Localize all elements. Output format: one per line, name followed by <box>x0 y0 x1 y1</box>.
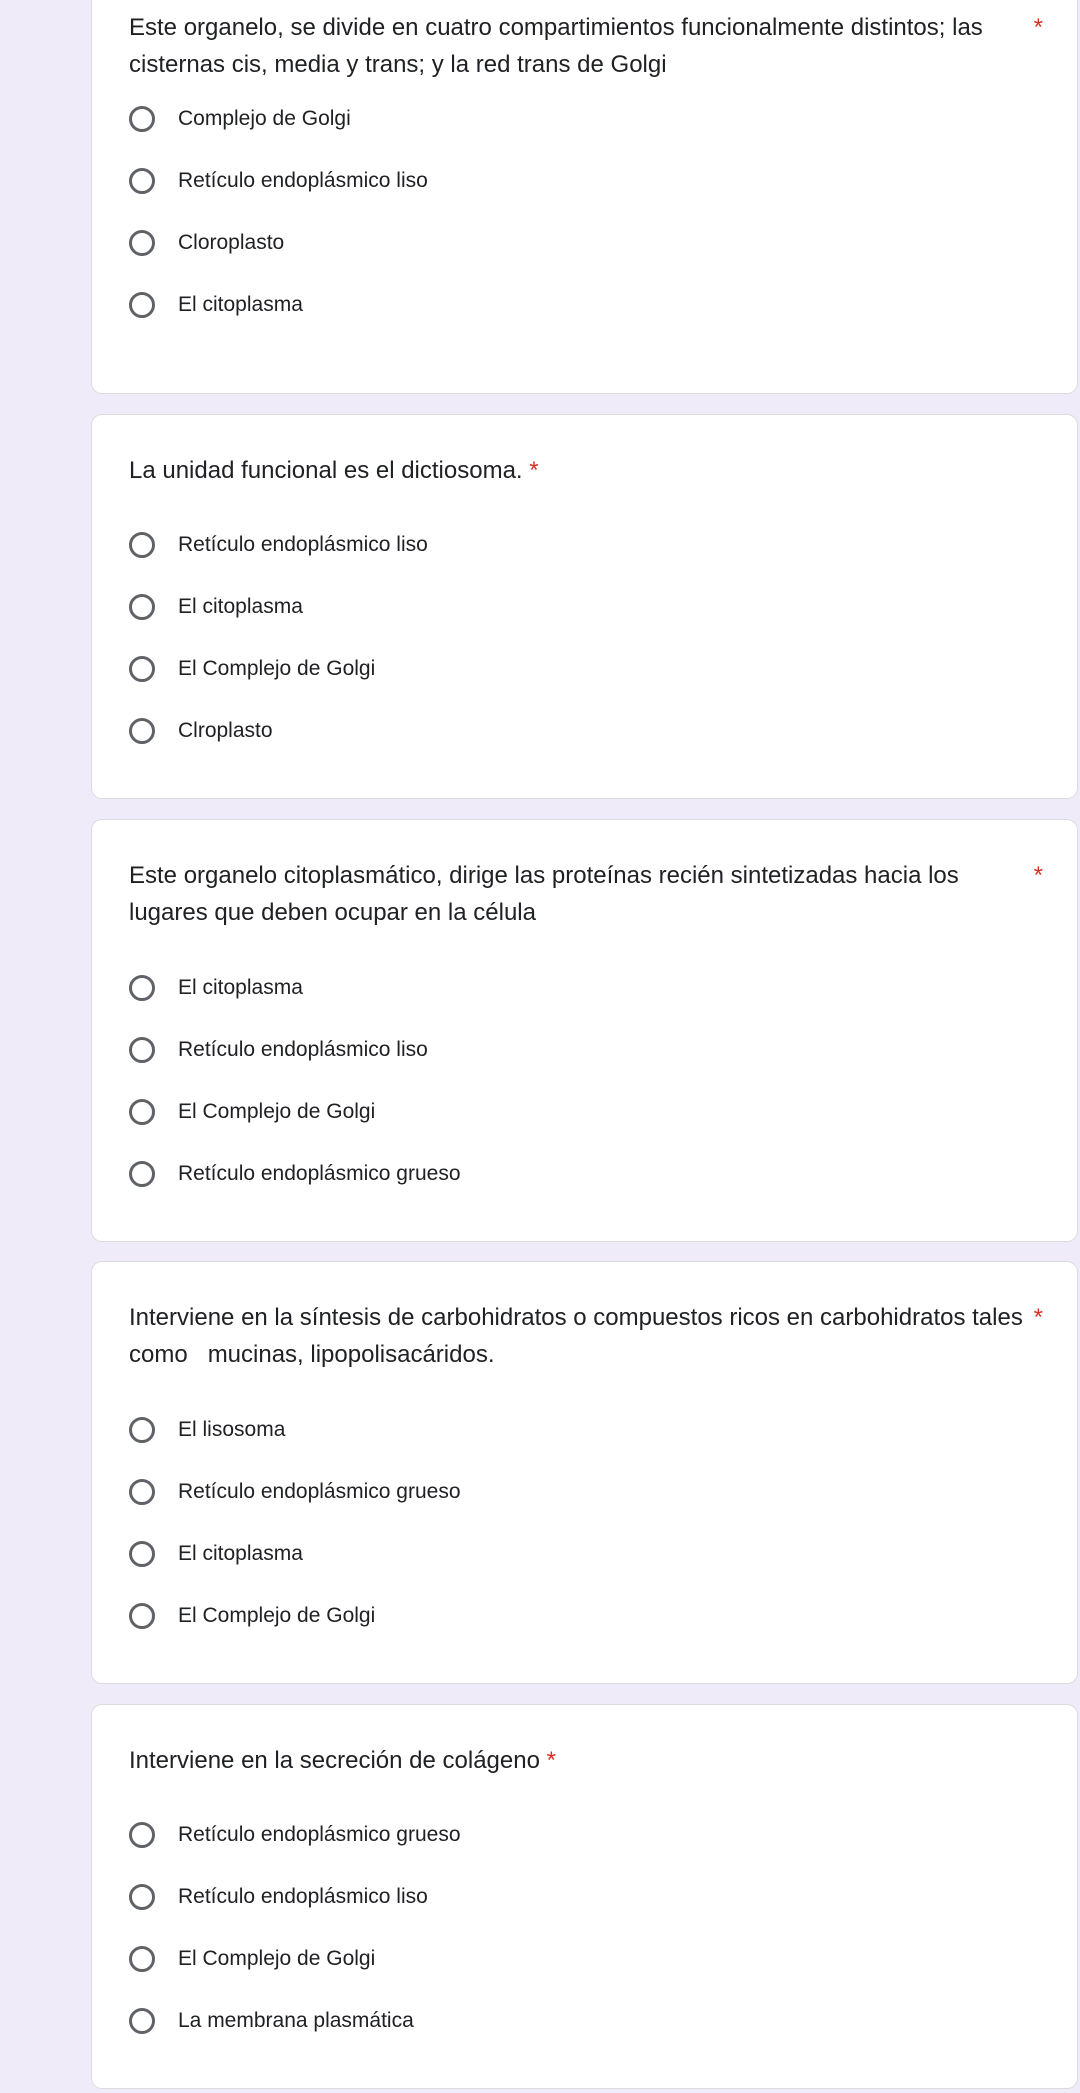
option-label: Retículo endoplásmico grueso <box>178 1480 461 1503</box>
question-title: Este organelo, se divide en cuatro compartimientos funcionalmente distintos; las cisternas cis, media y trans; y la red trans de Golgi <box>129 14 983 78</box>
option-label: Retículo endoplásmico liso <box>178 169 428 192</box>
radio-option[interactable] <box>129 1596 375 1636</box>
option-label: El citoplasma <box>178 293 303 316</box>
radio-option[interactable] <box>129 1877 428 1917</box>
question-card <box>91 414 1078 799</box>
radio-option[interactable] <box>129 1472 461 1512</box>
option-label: El citoplasma <box>178 595 303 618</box>
radio-option[interactable] <box>129 1939 375 1979</box>
radio-button-icon[interactable] <box>129 292 155 318</box>
radio-option[interactable] <box>129 223 284 263</box>
radio-option[interactable] <box>129 968 303 1008</box>
option-label: Clroplasto <box>178 719 273 742</box>
question-card <box>91 819 1078 1242</box>
radio-button-icon[interactable] <box>129 1822 155 1848</box>
option-label: El lisosoma <box>178 1418 286 1441</box>
option-label: El citoplasma <box>178 1542 303 1565</box>
radio-button-icon[interactable] <box>129 230 155 256</box>
question-card <box>91 1704 1078 2089</box>
option-label: El Complejo de Golgi <box>178 1100 376 1123</box>
radio-option[interactable] <box>129 1154 461 1194</box>
radio-button-icon[interactable] <box>129 1541 155 1567</box>
question-title: Este organelo citoplasmático, dirige las proteínas recién sintetizadas hacia los lugares que deben ocupar en la célula <box>129 862 959 926</box>
radio-option[interactable] <box>129 587 303 627</box>
radio-button-icon[interactable] <box>129 718 155 744</box>
option-label: El Complejo de Golgi <box>178 1604 376 1627</box>
radio-option[interactable] <box>129 525 428 565</box>
option-label: El citoplasma <box>178 976 303 999</box>
radio-button-icon[interactable] <box>129 2008 155 2034</box>
required-asterisk: * <box>1033 1304 1043 1331</box>
radio-option[interactable] <box>129 1410 285 1450</box>
option-label: El Complejo de Golgi <box>178 657 376 680</box>
option-label: La membrana plasmática <box>178 2009 414 2032</box>
radio-option[interactable] <box>129 711 273 751</box>
radio-option[interactable] <box>129 161 428 201</box>
radio-option[interactable] <box>129 649 375 689</box>
radio-button-icon[interactable] <box>129 106 155 132</box>
radio-button-icon[interactable] <box>129 975 155 1001</box>
radio-option[interactable] <box>129 1815 461 1855</box>
radio-button-icon[interactable] <box>129 1884 155 1910</box>
option-label: Retículo endoplásmico grueso <box>178 1823 461 1846</box>
option-label: Retículo endoplásmico liso <box>178 1885 428 1908</box>
radio-button-icon[interactable] <box>129 168 155 194</box>
radio-button-icon[interactable] <box>129 532 155 558</box>
radio-button-icon[interactable] <box>129 1479 155 1505</box>
option-label: Complejo de Golgi <box>178 107 351 130</box>
question-title: Interviene en la síntesis de carbohidratos o compuestos ricos en carbohidratos tales como mucinas, lipopolisacáridos. <box>129 1304 1030 1368</box>
option-label: Cloroplasto <box>178 231 285 254</box>
radio-option[interactable] <box>129 285 303 325</box>
radio-button-icon[interactable] <box>129 1603 155 1629</box>
question-card <box>91 0 1078 394</box>
required-asterisk: * <box>1033 14 1043 41</box>
radio-button-icon[interactable] <box>129 1099 155 1125</box>
radio-option[interactable] <box>129 1534 303 1574</box>
required-asterisk: * <box>546 1747 556 1774</box>
radio-option[interactable] <box>129 1092 375 1132</box>
radio-button-icon[interactable] <box>129 1037 155 1063</box>
required-asterisk: * <box>529 457 539 484</box>
radio-button-icon[interactable] <box>129 1161 155 1187</box>
radio-button-icon[interactable] <box>129 656 155 682</box>
option-label: Retículo endoplásmico grueso <box>178 1162 461 1185</box>
option-label: Retículo endoplásmico liso <box>178 1038 428 1061</box>
radio-button-icon[interactable] <box>129 1417 155 1443</box>
question-card <box>91 1261 1078 1684</box>
question-title: Interviene en la secreción de colágeno * <box>129 1747 556 1774</box>
radio-option[interactable] <box>129 99 351 139</box>
option-label: Retículo endoplásmico liso <box>178 533 428 556</box>
radio-button-icon[interactable] <box>129 594 155 620</box>
radio-button-icon[interactable] <box>129 1946 155 1972</box>
required-asterisk: * <box>1033 862 1043 889</box>
option-label: El Complejo de Golgi <box>178 1947 376 1970</box>
radio-option[interactable] <box>129 1030 428 1070</box>
radio-option[interactable] <box>129 2001 414 2041</box>
question-title: La unidad funcional es el dictiosoma. * <box>129 457 539 484</box>
